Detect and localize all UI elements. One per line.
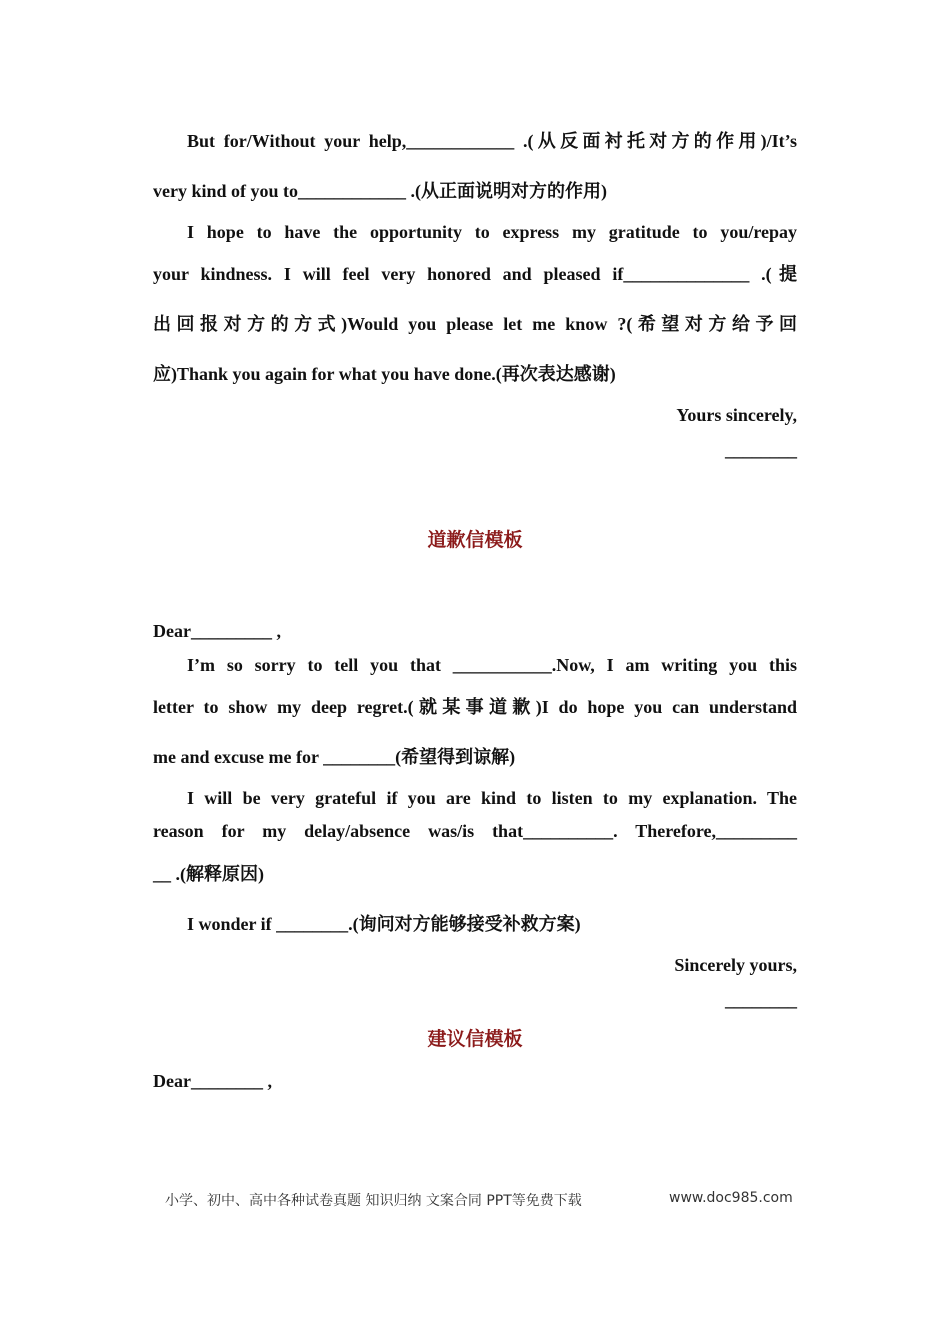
thanks-line-5: 出回报对方的方式)Would you please let me know ?(希望对方给予回 bbox=[153, 314, 797, 334]
suggestion-greeting: Dear________ , bbox=[153, 1071, 272, 1091]
suggestion-heading: 建议信模板 bbox=[427, 1028, 523, 1050]
footer-website-link[interactable]: www.doc985.com bbox=[669, 1190, 793, 1206]
apology-line-4: I will be very grateful if you are kind to listen to my explanation. The bbox=[187, 788, 797, 808]
apology-line-6: __ .(解释原因) bbox=[153, 864, 264, 884]
apology-line-3: me and excuse me for ________(希望得到谅解) bbox=[153, 747, 516, 767]
thanks-line-3: I hope to have the opportunity to express my gratitude to you/repay bbox=[187, 222, 797, 242]
footer-promo-text: 小学、初中、高中各种试卷真题 知识归纳 文案合同 PPT等免费下载 bbox=[165, 1193, 582, 1209]
apology-line-5: reason for my delay/absence was/is that__________. Therefore,_________ bbox=[153, 821, 797, 841]
apology-line-1: I’m so sorry to tell you that ___________.Now, I am writing you this bbox=[187, 655, 797, 675]
thanks-line-4: your kindness. I will feel very honored and pleased if______________ .(提 bbox=[153, 264, 797, 284]
apology-greeting: Dear_________ , bbox=[153, 621, 281, 641]
thanks-line-1: But for/Without your help,____________ .(从反面衬托对方的作用)/It’s bbox=[187, 131, 797, 151]
apology-signature: ________ bbox=[725, 990, 797, 1010]
thanks-line-6: 应)Thank you again for what you have done.(再次表达感谢) bbox=[153, 364, 616, 384]
page-footer bbox=[0, 1190, 950, 1214]
apology-closing: Sincerely yours, bbox=[674, 955, 797, 975]
apology-line-2: letter to show my deep regret.(就某事道歉)I do hope you can understand bbox=[153, 697, 797, 717]
thanks-signature: ________ bbox=[725, 440, 797, 460]
thanks-closing: Yours sincerely, bbox=[676, 405, 797, 425]
apology-line-7: I wonder if ________.(询问对方能够接受补救方案) bbox=[187, 914, 581, 934]
apology-heading: 道歉信模板 bbox=[427, 529, 523, 551]
thanks-line-2: very kind of you to____________ .(从正面说明对方的作用) bbox=[153, 181, 607, 201]
